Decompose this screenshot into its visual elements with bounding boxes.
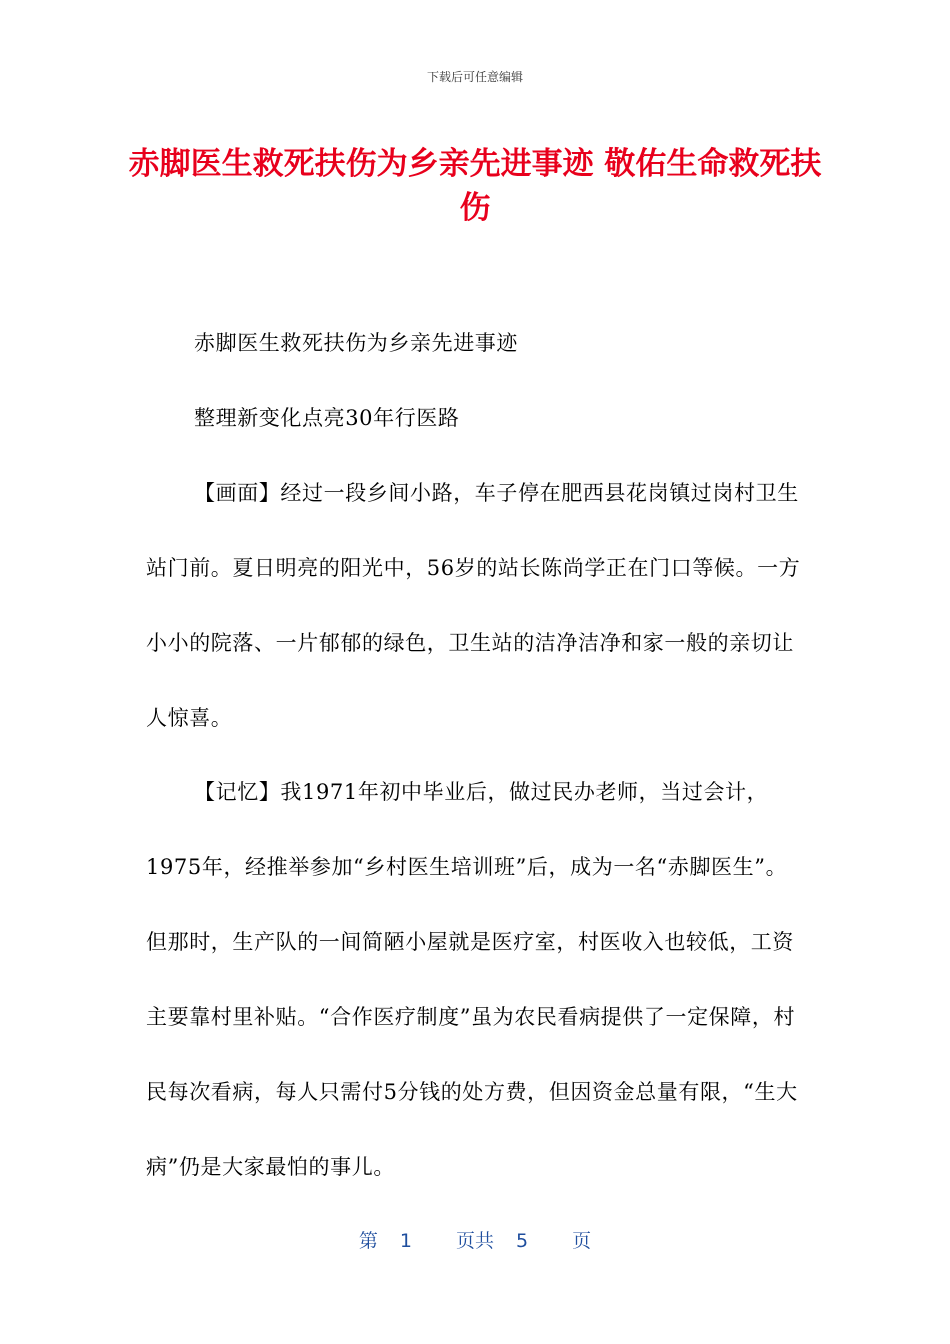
document-title: 赤脚医生救死扶伤为乡亲先进事迹 敬佑生命救死扶伤: [128, 146, 822, 226]
paragraph-subtitle: 赤脚医生救死扶伤为乡亲先进事迹: [194, 331, 518, 355]
footer-total-pages: 5: [516, 1230, 529, 1252]
page-footer: [0, 1226, 950, 1253]
footer-middle: 页共: [455, 1230, 494, 1252]
footer-page-number: 1: [399, 1230, 412, 1252]
footer-suffix: 页: [572, 1230, 592, 1252]
paragraph-scene: 【画面】经过一段乡间小路，车子停在肥西县花岗镇过岗村卫生站门前。夏日明亮的阳光中，56岁的站长陈尚学正在门口等候。一方小小的院落、一片郁郁的绿色，卫生站的洁净洁净和家一般的亲切让人惊喜。: [146, 481, 801, 730]
paragraph-heading: 整理新变化点亮30年行医路: [194, 406, 460, 430]
header-note: 下载后可任意编辑: [426, 70, 523, 84]
paragraph-memory: 【记忆】我1971年初中毕业后，做过民办老师，当过会计，1975年，经推举参加“乡村医生培训班”后，成为一名“赤脚医生”。但那时，生产队的一间简陋小屋就是医疗室，村医收入也较低，工资主要靠村里补贴。“合作医疗制度”虽为农民看病提供了一定保障，村民每次看病，每人只需付5分钱的处方费，但因资金总量有限，“生大病”仍是大家最怕的事儿。: [146, 780, 798, 1179]
footer-prefix: 第: [358, 1230, 378, 1252]
